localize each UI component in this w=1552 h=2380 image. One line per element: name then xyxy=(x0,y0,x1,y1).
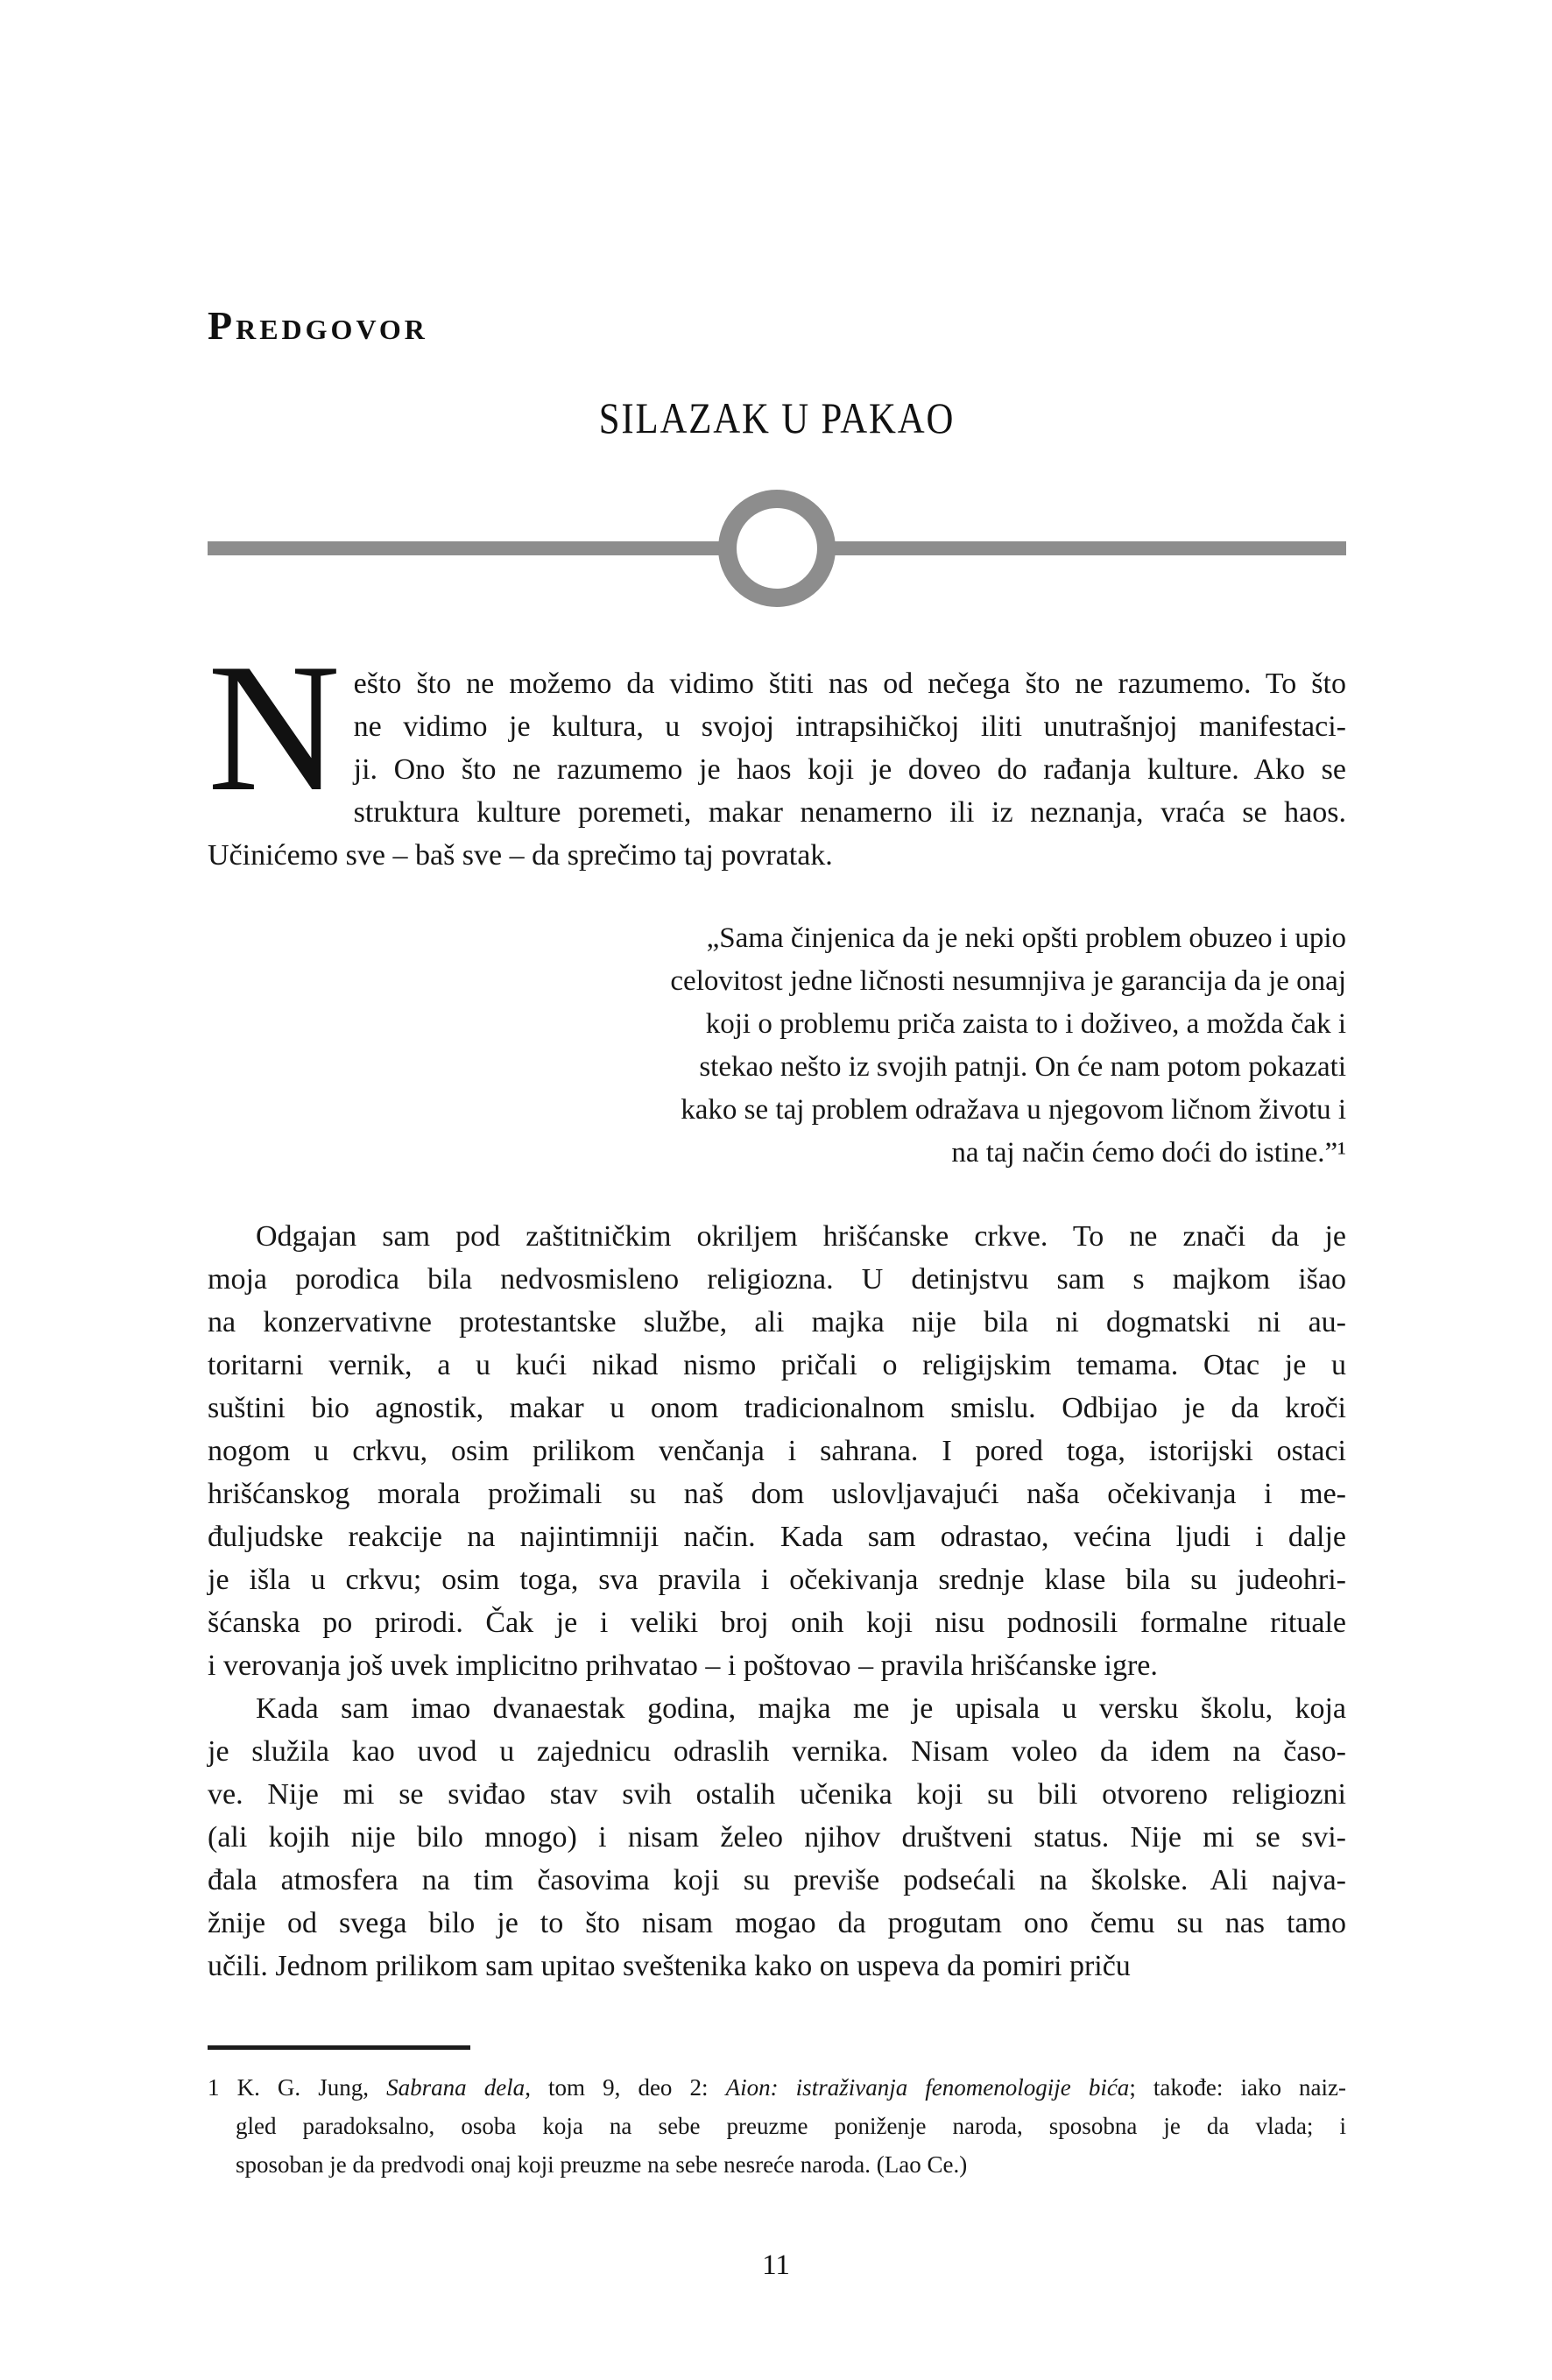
text-line: (ali kojih nije bilo mnogo) i nisam želeo njihov društveni status. Nije mi se svi- xyxy=(208,1821,1346,1854)
text-line: celovitost jedne ličnosti nesumnjiva je garancija da je onaj xyxy=(670,965,1346,997)
text-line: suštini bio agnostik, makar u onom tradicionalnom smislu. Odbijao je da kroči xyxy=(208,1392,1346,1424)
paragraph-3 xyxy=(208,1687,1346,1988)
drop-cap-letter: N xyxy=(208,626,341,830)
text-line: Kada sam imao dvanaestak godina, majka me je upisala u versku školu, koja xyxy=(256,1692,1346,1725)
paragraph-dropcap xyxy=(208,626,1346,877)
text-line: đala atmosfera na tim časovima koji su previše podsećali na školske. Ali najva- xyxy=(208,1864,1346,1896)
footnote-area xyxy=(208,2045,1346,2184)
text-line: žnije od svega bilo je to što nisam mogao da progutam ono čemu su nas tamo xyxy=(208,1907,1346,1939)
paragraph-2 xyxy=(208,1215,1346,1687)
text-line: „Sama činjenica da je neki opšti problem obuzeo i upio xyxy=(706,922,1346,954)
chapter-title: SILAZAK U PAKAO xyxy=(598,393,956,442)
text-line: je išla u crkvu; osim toga, sva pravila i očekivanja srednje klase bila su judeohri- xyxy=(208,1564,1346,1596)
text-line: šćanska po prirodi. Čak je i veliki broj onih koji nisu podnosili formalne rituale xyxy=(208,1607,1346,1639)
chapter-kicker: Predgovor xyxy=(208,303,428,348)
text-line: sposoban je da predvodi onaj koji preuzme na sebe nesreće naroda. (Lao Ce.) xyxy=(236,2151,968,2178)
text-line: moja porodica bila nedvosmisleno religiozna. U detinjstvu sam s majkom išao xyxy=(208,1263,1346,1296)
text-line: učili. Jednom prilikom sam upitao sveštenika kako on uspeva da pomiri priču xyxy=(208,1950,1131,1982)
text-line: nogom u crkvu, osim prilikom venčanja i sahrana. I pored toga, istorijski ostaci xyxy=(208,1435,1346,1467)
footnote-text xyxy=(208,2068,1346,2184)
text-line: ne vidimo je kultura, u svojoj intrapsihičkoj iliti unutrašnjoj manifestaci- xyxy=(353,710,1346,743)
text-line: kako se taj problem odražava u njegovom ličnom životu i xyxy=(681,1094,1346,1126)
text-line: i verovanja još uvek implicitno prihvatao – i poštovao – pravila hrišćanske igre. xyxy=(208,1649,1158,1682)
text-line: Odgajan sam pod zaštitničkim okriljem hrišćanske crkve. To ne znači da je xyxy=(256,1220,1346,1253)
text-line: stekao nešto iz svojih patnji. On će nam potom pokazati xyxy=(699,1051,1346,1083)
epigraph-quote xyxy=(208,917,1346,1175)
footnote-separator-rule xyxy=(208,2045,470,2050)
text-line: ji. Ono što ne razumemo je haos koji je doveo do rađanja kulture. Ako se xyxy=(353,753,1346,786)
divider-circle-icon xyxy=(718,490,836,607)
text-line: toritarni vernik, a u kući nikad nismo pričali o religijskim temama. Otac je u xyxy=(208,1349,1346,1381)
body-text xyxy=(208,626,1346,1988)
text-line: 1 K. G. Jung, Sabrana dela, tom 9, deo 2: Aion: istraživanja fenomenologije bića; takođe: iako naiz- xyxy=(208,2074,1346,2101)
section-divider-ornament xyxy=(208,489,1346,608)
text-line: ešto što ne možemo da vidimo štiti nas od nečega što ne razumemo. To što xyxy=(353,667,1346,700)
text-line: ve. Nije mi se sviđao stav svih ostalih učenika koji su bili otvoreno religiozni xyxy=(208,1778,1346,1811)
text-line: đuljudske reakcije na najintimniji način. Kada sam odrastao, većina ljudi i dalje xyxy=(208,1521,1346,1553)
text-line: hrišćanskog morala prožimali su naš dom uslovljavajući naša očekivanja i me- xyxy=(208,1478,1346,1510)
page-header xyxy=(208,305,1346,608)
text-line: koji o problemu priča zaista to i doživeo, a možda čak i xyxy=(705,1008,1346,1040)
text-line: na konzervativne protestantske službe, ali majka nije bila ni dogmatski ni au- xyxy=(208,1306,1346,1338)
text-line: je služila kao uvod u zajednicu odraslih vernika. Nisam voleo da idem na časo- xyxy=(208,1735,1346,1768)
text-line: na taj način ćemo doći do istine.”¹ xyxy=(951,1137,1346,1169)
text-line: struktura kulture poremeti, makar nenamerno ili iz neznanja, vraća se haos. xyxy=(353,796,1346,829)
text-line: Učinićemo sve – baš sve – da sprečimo taj povratak. xyxy=(208,839,833,872)
page-number: 11 xyxy=(762,2249,790,2281)
text-line: gled paradoksalno, osoba koja na sebe preuzme poniženje naroda, sposobna je da vlada; i xyxy=(236,2113,1346,2139)
